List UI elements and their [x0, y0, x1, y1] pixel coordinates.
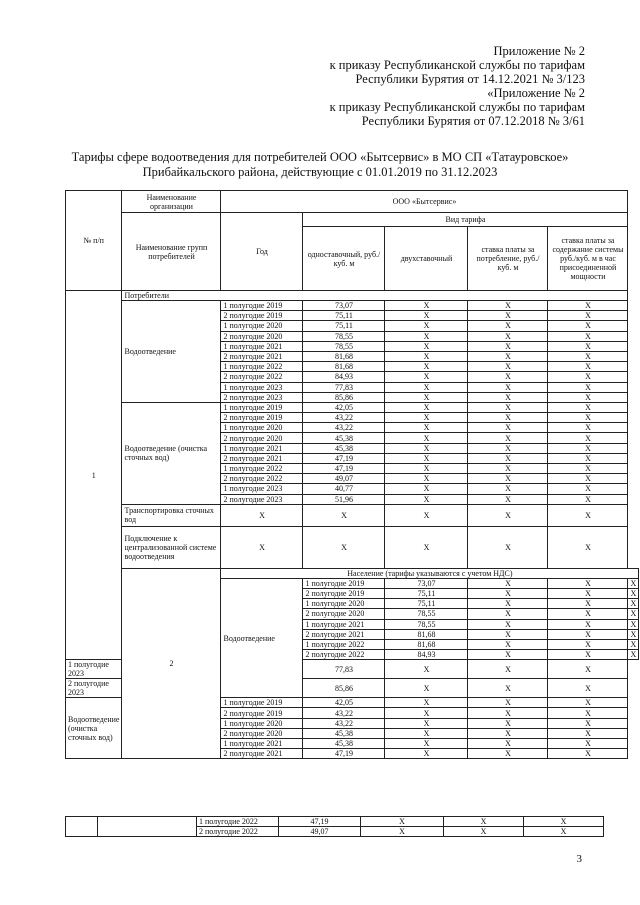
header-line: «Приложение № 2 — [487, 86, 585, 100]
group-cell: Водоотведение (очистка сточных вод) — [122, 402, 221, 504]
x-cell: X — [468, 464, 548, 474]
table-row — [66, 402, 639, 412]
period-cell: 1 полугодие 2019 — [221, 698, 303, 708]
x-cell: X — [548, 660, 628, 679]
appendix-header — [330, 44, 585, 128]
x-cell: X — [548, 392, 628, 402]
title-line: Прибайкальского района, действующие с 01.01.2019 по 31.12.2023 — [142, 165, 498, 179]
section-number: 1 — [66, 291, 122, 660]
x-cell: X — [385, 362, 468, 372]
period-cell: 1 полугодие 2019 — [221, 402, 303, 412]
x-cell: X — [548, 679, 628, 698]
period-cell: 2 полугодие 2020 — [303, 609, 385, 619]
x-cell: X — [303, 526, 385, 568]
x-cell: X — [468, 321, 548, 331]
x-cell: X — [468, 578, 548, 588]
x-cell: X — [628, 609, 639, 619]
x-cell: X — [548, 599, 628, 609]
table-row — [66, 504, 639, 526]
x-cell: X — [548, 464, 628, 474]
period-cell: 2 полугодие 2020 — [221, 728, 303, 738]
x-cell: X — [468, 372, 548, 382]
x-cell: X — [385, 739, 468, 749]
period-cell: 1 полугодие 2022 — [197, 817, 279, 827]
x-cell: X — [468, 639, 548, 649]
period-cell: 1 полугодие 2019 — [303, 578, 385, 588]
period-cell: 2 полугодие 2022 — [197, 827, 279, 837]
period-cell: 2 полугодие 2022 — [303, 650, 385, 660]
x-cell: X — [524, 817, 604, 827]
single-rate-cell: 45,38 — [303, 433, 385, 443]
x-cell: X — [548, 504, 628, 526]
x-cell: X — [385, 433, 468, 443]
period-cell: 2 полугодие 2022 — [221, 474, 303, 484]
period-cell: 2 полугодие 2023 — [221, 392, 303, 402]
x-cell: X — [385, 660, 468, 679]
x-cell: X — [628, 650, 639, 660]
x-cell: X — [548, 484, 628, 494]
table-row — [66, 817, 604, 827]
period-cell: 2 полугодие 2021 — [221, 351, 303, 361]
period-cell: 2 полугодие 2019 — [221, 413, 303, 423]
x-cell: X — [468, 650, 548, 660]
single-rate-cell: 81,68 — [385, 629, 468, 639]
x-cell: X — [385, 679, 468, 698]
section-number: 2 — [122, 568, 221, 759]
x-cell: X — [468, 728, 548, 738]
title-line: Тарифы сфере водоотведения для потребителей ООО «Бытсервис» в МО СП «Татауровское» — [71, 150, 569, 164]
x-cell: X — [628, 599, 639, 609]
x-cell: X — [385, 331, 468, 341]
x-cell: X — [468, 331, 548, 341]
single-rate-cell: 73,07 — [385, 578, 468, 588]
x-cell: X — [548, 351, 628, 361]
table-row — [66, 291, 639, 301]
x-cell: X — [548, 443, 628, 453]
header-line: Республики Бурятия от 14.12.2021 № 3/123 — [355, 72, 585, 86]
x-cell: X — [468, 423, 548, 433]
single-rate-cell: 49,07 — [303, 474, 385, 484]
header-cell-org-name: ООО «Бытсервис» — [221, 191, 628, 213]
period-cell: 1 полугодие 2021 — [221, 341, 303, 351]
x-cell: X — [361, 817, 444, 827]
x-cell: X — [468, 609, 548, 619]
x-cell: X — [548, 588, 628, 598]
header-cell-year: Год — [221, 213, 303, 291]
period-cell: 1 полугодие 2021 — [221, 443, 303, 453]
period-cell: 1 полугодие 2022 — [303, 639, 385, 649]
single-rate-cell: 43,22 — [303, 718, 385, 728]
single-rate-cell: 78,55 — [385, 619, 468, 629]
x-cell: X — [524, 827, 604, 837]
x-cell: X — [468, 708, 548, 718]
period-cell: 1 полугодие 2021 — [221, 739, 303, 749]
header-cell-org: Наименование организации — [122, 191, 221, 213]
period-cell: 2 полугодие 2021 — [303, 629, 385, 639]
single-rate-cell: 73,07 — [303, 301, 385, 311]
x-cell: X — [548, 639, 628, 649]
x-cell: X — [385, 372, 468, 382]
x-cell: X — [468, 660, 548, 679]
single-rate-cell: 84,93 — [303, 372, 385, 382]
x-cell: X — [548, 311, 628, 321]
x-cell: X — [548, 494, 628, 504]
period-cell: 1 полугодие 2022 — [221, 464, 303, 474]
page-number: 3 — [576, 853, 582, 865]
x-cell: X — [548, 650, 628, 660]
x-cell: X — [628, 619, 639, 629]
single-rate-cell: 81,68 — [385, 639, 468, 649]
x-cell: X — [628, 639, 639, 649]
x-cell: X — [628, 629, 639, 639]
single-rate-cell: 78,55 — [303, 331, 385, 341]
x-cell: X — [548, 321, 628, 331]
x-cell: X — [385, 464, 468, 474]
single-rate-cell: 47,19 — [303, 453, 385, 463]
period-cell: 1 полугодие 2019 — [221, 301, 303, 311]
x-cell: X — [628, 588, 639, 598]
x-cell: X — [468, 599, 548, 609]
single-rate-cell: 47,19 — [279, 817, 361, 827]
section-label: Потребители — [122, 291, 628, 301]
single-rate-cell: 77,83 — [303, 382, 385, 392]
single-rate-cell: 45,38 — [303, 739, 385, 749]
table-row — [66, 526, 639, 568]
x-cell: X — [385, 708, 468, 718]
section-number — [66, 817, 98, 837]
period-cell: 1 полугодие 2023 — [221, 382, 303, 392]
x-cell: X — [548, 629, 628, 639]
x-cell: X — [548, 433, 628, 443]
period-cell: 1 полугодие 2020 — [303, 599, 385, 609]
x-cell: X — [385, 321, 468, 331]
x-cell: X — [548, 609, 628, 619]
x-cell: X — [468, 443, 548, 453]
single-rate-cell: 49,07 — [279, 827, 361, 837]
x-cell: X — [468, 362, 548, 372]
x-cell: X — [221, 526, 303, 568]
document-title — [40, 150, 600, 180]
tariff-table — [65, 190, 639, 759]
header-line: Приложение № 2 — [493, 44, 585, 58]
x-cell: X — [468, 749, 548, 759]
table-row — [66, 301, 639, 311]
x-cell: X — [468, 341, 548, 351]
x-cell: X — [548, 331, 628, 341]
single-rate-cell: 85,86 — [303, 392, 385, 402]
x-cell: X — [468, 311, 548, 321]
x-cell: X — [468, 679, 548, 698]
single-rate-cell: 81,68 — [303, 362, 385, 372]
x-cell: X — [468, 494, 548, 504]
header-cell-single-rate: одноставочный, руб./ куб. м — [303, 227, 385, 291]
x-cell: X — [548, 474, 628, 484]
x-cell: X — [468, 382, 548, 392]
x-cell: X — [468, 526, 548, 568]
x-cell: X — [385, 392, 468, 402]
single-rate-cell: 75,11 — [303, 321, 385, 331]
x-cell: X — [468, 474, 548, 484]
period-cell: 1 полугодие 2023 — [221, 484, 303, 494]
single-rate-cell: 40,77 — [303, 484, 385, 494]
single-rate-cell: 42,05 — [303, 698, 385, 708]
single-rate-cell: 43,22 — [303, 413, 385, 423]
single-rate-cell: 81,68 — [303, 351, 385, 361]
x-cell: X — [444, 817, 524, 827]
header-cell-double-rate: двухставочный — [385, 227, 468, 291]
x-cell: X — [468, 588, 548, 598]
single-rate-cell: 78,55 — [303, 341, 385, 351]
x-cell: X — [385, 423, 468, 433]
single-rate-cell: 51,96 — [303, 494, 385, 504]
x-cell: X — [548, 382, 628, 392]
period-cell: 2 полугодие 2023 — [66, 679, 122, 698]
period-cell: 1 полугодие 2020 — [221, 321, 303, 331]
x-cell: X — [548, 749, 628, 759]
single-rate-cell: 77,83 — [303, 660, 385, 679]
group-cell: Водоотведение (очистка сточных вод) — [66, 698, 122, 759]
group-cell: Подключение к централизованной системе водоотведения — [122, 526, 221, 568]
header-cell-number: № п/п — [66, 191, 122, 291]
period-cell: 1 полугодие 2020 — [221, 718, 303, 728]
period-cell: 2 полугодие 2021 — [221, 749, 303, 759]
tariff-table-continued — [65, 816, 604, 837]
period-cell: 2 полугодие 2021 — [221, 453, 303, 463]
header-line: к приказу Республиканской службы по тарифам — [329, 100, 585, 114]
x-cell: X — [361, 827, 444, 837]
period-cell: 1 полугодие 2021 — [303, 619, 385, 629]
x-cell: X — [548, 718, 628, 728]
x-cell: X — [468, 629, 548, 639]
period-cell: 2 полугодие 2022 — [221, 372, 303, 382]
x-cell: X — [444, 827, 524, 837]
x-cell: X — [385, 402, 468, 412]
x-cell: X — [468, 453, 548, 463]
single-rate-cell: 85,86 — [303, 679, 385, 698]
single-rate-cell: 42,05 — [303, 402, 385, 412]
period-cell: 2 полугодие 2020 — [221, 433, 303, 443]
x-cell: X — [468, 504, 548, 526]
header-cell-tariff-type: Вид тарифа — [303, 213, 628, 227]
x-cell: X — [385, 443, 468, 453]
period-cell: 2 полугодие 2019 — [303, 588, 385, 598]
x-cell: X — [548, 708, 628, 718]
period-cell: 1 полугодие 2020 — [221, 423, 303, 433]
table-row — [66, 568, 639, 578]
single-rate-cell: 75,11 — [385, 599, 468, 609]
x-cell: X — [468, 402, 548, 412]
header-line: к приказу Республиканской службы по тарифам — [329, 58, 585, 72]
header-line: Республики Бурятия от 07.12.2018 № 3/61 — [361, 114, 585, 128]
single-rate-cell: 45,38 — [303, 728, 385, 738]
single-rate-cell: 75,11 — [385, 588, 468, 598]
single-rate-cell: 78,55 — [385, 609, 468, 619]
x-cell: X — [385, 749, 468, 759]
x-cell: X — [548, 698, 628, 708]
group-cell: Водоотведение — [122, 301, 221, 403]
x-cell: X — [385, 698, 468, 708]
x-cell: X — [385, 504, 468, 526]
x-cell: X — [385, 301, 468, 311]
x-cell: X — [468, 484, 548, 494]
x-cell: X — [548, 423, 628, 433]
x-cell: X — [468, 413, 548, 423]
single-rate-cell: 47,19 — [303, 749, 385, 759]
x-cell: X — [385, 728, 468, 738]
single-rate-cell: 45,38 — [303, 443, 385, 453]
x-cell: X — [385, 494, 468, 504]
period-cell: 2 полугодие 2019 — [221, 311, 303, 321]
x-cell: X — [548, 578, 628, 588]
x-cell: X — [468, 739, 548, 749]
x-cell: X — [385, 413, 468, 423]
x-cell: X — [468, 351, 548, 361]
x-cell: X — [468, 619, 548, 629]
period-cell: 2 полугодие 2019 — [221, 708, 303, 718]
group-cell: Транспортировка сточных вод — [122, 504, 221, 526]
x-cell: X — [548, 362, 628, 372]
x-cell: X — [468, 698, 548, 708]
x-cell: X — [548, 413, 628, 423]
x-cell: X — [385, 718, 468, 728]
single-rate-cell: 84,93 — [385, 650, 468, 660]
header-cell-rate-use: ставка платы за потребление, руб./ куб. м — [468, 227, 548, 291]
header-cell-group: Наименование групп потребителей — [122, 213, 221, 291]
x-cell: X — [385, 526, 468, 568]
single-rate-cell: 75,11 — [303, 311, 385, 321]
period-cell: 1 полугодие 2022 — [221, 362, 303, 372]
x-cell: X — [548, 739, 628, 749]
x-cell: X — [548, 728, 628, 738]
x-cell: X — [221, 504, 303, 526]
group-cell: Водоотведение — [221, 578, 303, 698]
x-cell: X — [468, 392, 548, 402]
section-label: Население (тарифы указываются с учетом НДС) — [221, 568, 639, 578]
period-cell: 1 полугодие 2023 — [66, 660, 122, 679]
x-cell: X — [548, 526, 628, 568]
period-cell: 2 полугодие 2020 — [221, 331, 303, 341]
x-cell: X — [385, 453, 468, 463]
x-cell: X — [548, 453, 628, 463]
x-cell: X — [548, 301, 628, 311]
x-cell: X — [628, 578, 639, 588]
x-cell: X — [468, 433, 548, 443]
x-cell: X — [385, 382, 468, 392]
period-cell: 2 полугодие 2023 — [221, 494, 303, 504]
single-rate-cell: 43,22 — [303, 708, 385, 718]
single-rate-cell: 47,19 — [303, 464, 385, 474]
x-cell: X — [468, 301, 548, 311]
x-cell: X — [468, 718, 548, 728]
x-cell: X — [548, 402, 628, 412]
x-cell: X — [548, 372, 628, 382]
x-cell: X — [385, 311, 468, 321]
x-cell: X — [548, 619, 628, 629]
x-cell: X — [303, 504, 385, 526]
x-cell: X — [385, 484, 468, 494]
group-cell — [98, 817, 197, 837]
header-cell-rate-maint: ставка платы за содержание системы руб./куб. м в час присоединенной мощности — [548, 227, 628, 291]
x-cell: X — [385, 341, 468, 351]
x-cell: X — [548, 341, 628, 351]
x-cell: X — [385, 474, 468, 484]
x-cell: X — [385, 351, 468, 361]
single-rate-cell: 43,22 — [303, 423, 385, 433]
